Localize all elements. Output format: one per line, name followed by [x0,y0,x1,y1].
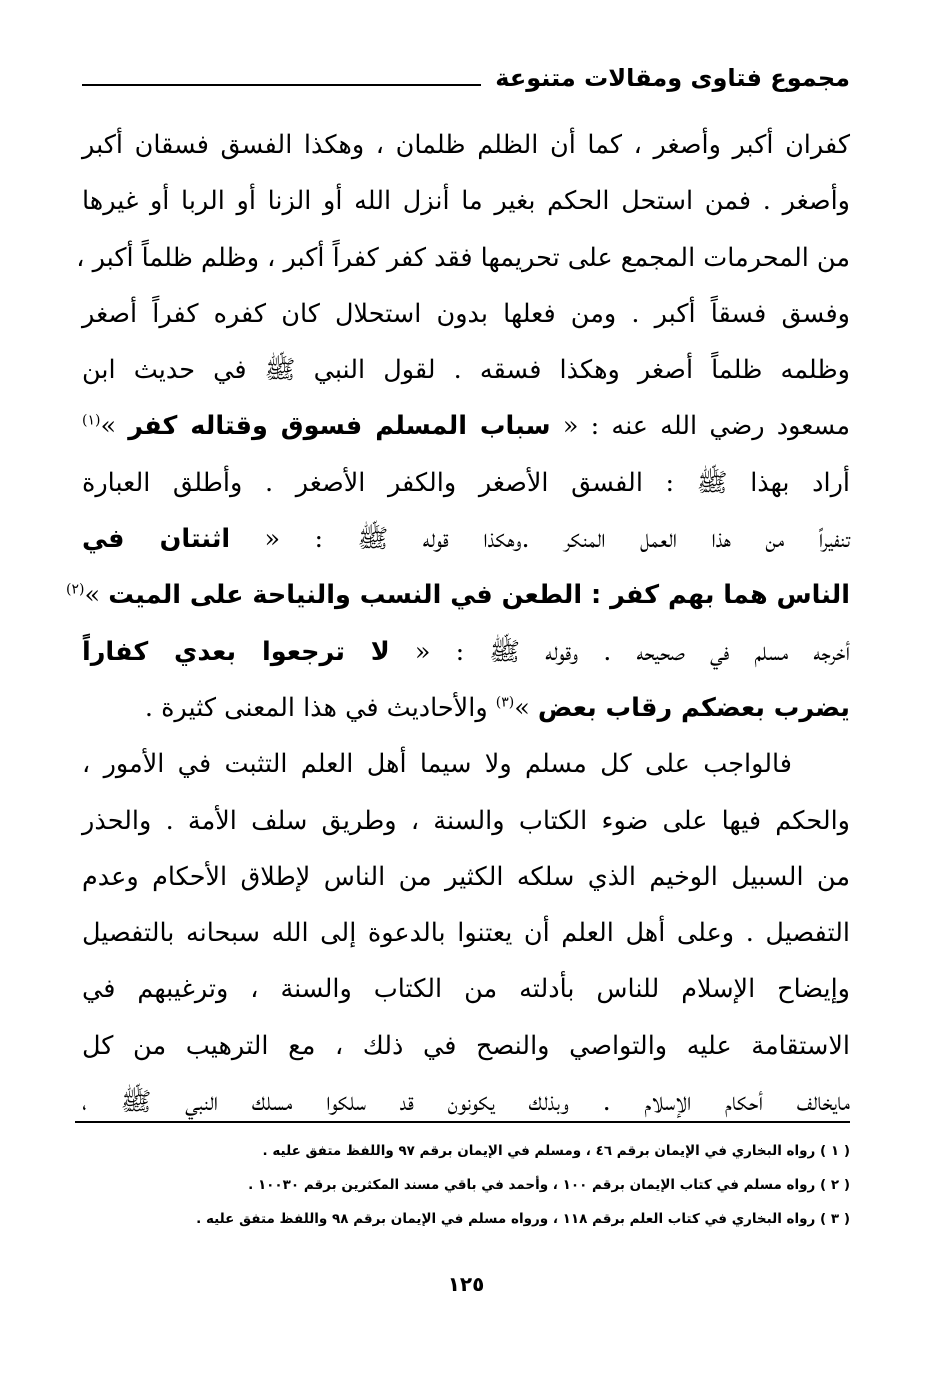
text-line: مايخالف أحكام الإسلام . وبذلك يكونون قد سلكوا مسلك النبي ﷺ ، [82,1087,850,1118]
text-line [66,567,850,623]
text-line [82,680,850,736]
text-segment: مسعود رضي الله عنه : « [550,411,850,442]
text-line: فالواجب على كل مسلم ولا سيما أهل العلم التثبت في الأمور ، [82,749,792,780]
text-segment: تنفيراً من هذا العمل المنكر .وهكذا قوله ﷺ : « [230,524,850,555]
text-segment: » [84,580,109,611]
footnote-separator [75,1121,850,1123]
hadith-quote: يضرب بعضكم رقاب بعض [537,692,850,723]
footnote-marker: (١) [82,412,101,429]
text-line: والحكم فيها على ضوء الكتاب والسنة ، وطريق سلف الأمة . والحذر [82,805,850,836]
hadith-quote: سباب المسلم فسوق وقتاله كفر [128,411,551,442]
footnote-1: ( ١ ) رواه البخاري في الإيمان برقم ٤٦ ، ومسلم في الإيمان برقم ٩٧ واللفظ متفق عليه . [262,1143,850,1159]
footnote-marker: (٣) [495,694,515,711]
header-rule [82,84,481,86]
footnote-marker: (٢) [66,581,85,598]
footnotes [82,1134,850,1236]
text-line [82,511,850,567]
running-header [82,58,850,98]
text-line: من المحرمات المجمع على تحريمها فقد كفر كفراً أكبر ، وظلم ظلماً أكبر ، [76,242,850,273]
footnote-2: ( ٢ ) رواه مسلم في كتاب الإيمان برقم ١٠٠ ، وأحمد في باقي مسند المكثرين برقم ١٠٠٣٠ . [248,1177,850,1193]
text-line: من السبيل الوخيم الذي سلكه الكثير من الناس لإطلاق الأحكام وعدم [82,861,850,892]
text-line: وأصغر . فمن استحل الحكم بغير ما أنزل الله أو الزنا أو الربا أو غيرها [82,186,850,217]
text-line: وإيضاح الإسلام للناس بأدلته من الكتاب والسنة ، وترغيبهم في [82,974,850,1005]
text-line: الاستقامة عليه والتواصي والنصح في ذلك ، مع الترهيب من كل [82,1030,850,1061]
text-segment: » [100,411,129,442]
text-segment: والأحاديث في هذا المعنى كثيرة . [144,692,496,723]
text-line: كفران أكبر وأصغر ، كما أن الظلم ظلمان ، وهكذا الفسق فسقان أكبر [82,130,850,160]
hadith-quote: لا ترجعوا بعدي كفاراً [82,636,390,667]
text-line: وفسق فسقاً أكبر . ومن فعلها بدون استحلال كان كفره كفراً أصغر [82,298,850,329]
text-segment: أخرجه مسلم في صحيحه . وقوله ﷺ : « [389,636,850,667]
text-line [82,398,850,454]
page-number: ١٢٥ [447,1272,485,1296]
hadith-quote: اثنتان في [82,524,231,555]
hadith-quote: الناس هما بهم كفر : الطعن في النسب والنياحة على الميت [108,580,850,611]
footnote-3: ( ٣ ) رواه البخاري في كتاب العلم برقم ١١٨ ، ورواه مسلم في الإيمان برقم ٩٨ واللفظ متفق عليه . [196,1211,850,1227]
text-line [82,624,850,680]
text-segment: » [514,692,538,723]
text-line: أراد بهذا ﷺ : الفسق الأصغر والكفر الأصغر . وأطلق العبارة [82,467,850,498]
main-text [66,117,850,1130]
text-line: التفصيل . وعلى أهل العلم أن يعتنوا بالدعوة إلى الله سبحانه بالتفصيل [82,918,850,949]
text-line: وظلمه ظلماً أصغر وهكذا فسقه . لقول النبي ﷺ في حديث ابن [82,355,850,386]
header-title: مجموع فتاوى ومقالات متنوعة [495,64,850,92]
